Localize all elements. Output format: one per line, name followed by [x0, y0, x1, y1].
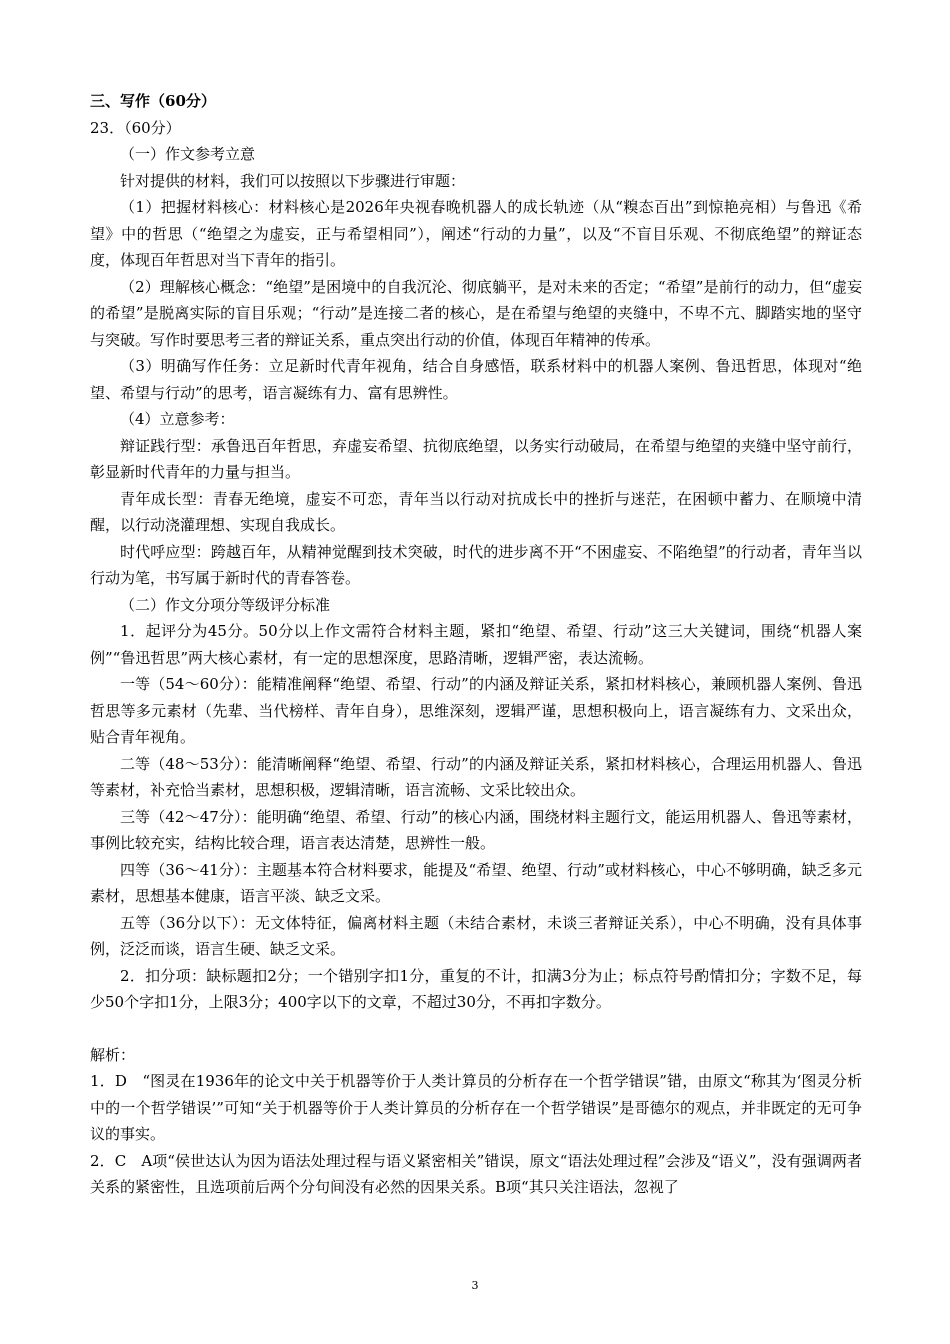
part1-intro: 针对提供的材料，我们可以按照以下步骤进行审题：: [120, 171, 466, 190]
idea2-paragraph: 青年成长型：青春无绝境，虚妄不可恋，青年当以行动对抗成长中的挫折与迷茫，在困顿中蓄力、在顺境中清醒，以行动浇灌理想、实现自我成长。: [90, 489, 862, 534]
rule2-paragraph: 2．扣分项：缺标题扣2分；一个错别字扣1分，重复的不计，扣满3分为止；标点符号酌情扣分；字数不足，每少50个字扣1分，上限3分；400字以下的文章，不超过30分，不再扣字数分。: [90, 966, 862, 1011]
part2-heading: （二）作文分项分等级评分标准: [120, 595, 331, 614]
section-title: 三、写作（60分）: [90, 92, 216, 110]
grade3-paragraph: 三等（42～47分）：能明确“绝望、希望、行动”的核心内涵，围绕材料主题行文，能运用机器人、鲁迅等素材，事例比较充实，结构比较合理，语言表达清楚，思辨性一般。: [90, 807, 862, 852]
spacer: [90, 1016, 862, 1042]
grade2-paragraph: 二等（48～53分）：能清晰阐释“绝望、希望、行动”的内涵及辩证关系，紧扣材料核心，合理运用机器人、鲁迅等素材，补充恰当素材，思想积极，逻辑清晰，语言流畅、文采比较出众。: [90, 754, 862, 799]
page-number: 3: [471, 1279, 479, 1292]
grade1-paragraph: 一等（54～60分）：能精准阐释“绝望、希望、行动”的内涵及辩证关系，紧扣材料核心，兼顾机器人案例、鲁迅哲思等多元素材（先辈、当代榜样、青年自身），思维深刻，逻辑严谨，思想积极向上，语言凝练有力、文采出众，贴合青年视角。: [90, 675, 862, 746]
idea1-paragraph: 辩证践行型：承鲁迅百年哲思，弃虚妄希望、抗彻底绝望，以务实行动破局，在希望与绝望的夹缝中坚守前行，彰显新时代青年的力量与担当。: [90, 436, 862, 481]
step1-paragraph: （1）把握材料核心：材料核心是2026年央视春晚机器人的成长轨迹（从“糗态百出”到惊艳亮相）与鲁迅《希望》中的哲思（“绝望之为虚妄，正与希望相同”），阐述“行动的力量”，以及“不盲目乐观、不彻底绝望”的辩证态度，体现百年哲思对当下青年的指引。: [90, 198, 862, 269]
part1-heading: （一）作文参考立意: [120, 145, 256, 163]
question-label: 23．（60分）: [90, 118, 181, 137]
analysis-item-1: 1．D “图灵在1936年的论文中关于机器等价于人类计算员的分析存在一个哲学错误”错，由原文“称其为‘图灵分析中的一个哲学错误’”可知“关于机器等价于人类计算员的分析存在一个哲学错误”是哥德尔的观点，并非既定的无可争议的事实。: [90, 1072, 862, 1143]
analysis-heading: 解析：: [90, 1045, 136, 1064]
document-page: [90, 88, 862, 1201]
step3-paragraph: （3）明确写作任务：立足新时代青年视角，结合自身感悟，联系材料中的机器人案例、鲁迅哲思，体现对“绝望、希望与行动”的思考，语言凝练有力、富有思辨性。: [90, 357, 862, 402]
grade5-paragraph: 五等（36分以下）：无文体特征，偏离材料主题（未结合素材，未谈三者辩证关系），中心不明确，没有具体事例，泛泛而谈，语言生硬、缺乏文采。: [90, 913, 862, 958]
step4-title: （4）立意参考：: [120, 410, 235, 428]
analysis-item-2: 2．C A项“侯世达认为因为语法处理过程与语义紧密相关”错误，原文“语法处理过程”会涉及“语义”，没有强调两者关系的紧密性，且选项前后两个分句间没有必然的因果关系。B项“其只关注语法，忽视了: [90, 1151, 862, 1196]
rule1-paragraph: 1．起评分为45分。50分以上作文需符合材料主题，紧扣“绝望、希望、行动”这三大关键词，围绕“机器人案例”“鲁迅哲思”两大核心素材，有一定的思想深度，思路清晰，逻辑严密，表达流畅。: [90, 622, 862, 667]
idea3-paragraph: 时代呼应型：跨越百年，从精神觉醒到技术突破，时代的进步离不开“不困虚妄、不陷绝望”的行动者，青年当以行动为笔，书写属于新时代的青春答卷。: [90, 542, 862, 587]
grade4-paragraph: 四等（36～41分）：主题基本符合材料要求，能提及“希望、绝望、行动”或材料核心，中心不够明确，缺乏多元素材，思想基本健康，语言平淡、缺乏文采。: [90, 860, 862, 905]
step2-paragraph: （2）理解核心概念：“绝望”是困境中的自我沉沦、彻底躺平，是对未来的否定；“希望”是前行的动力，但“虚妄的希望”是脱离实际的盲目乐观；“行动”是连接二者的核心，是在希望与绝望的夹缝中，不卑不亢、脚踏实地的坚守与突破。写作时要思考三者的辩证关系，重点突出行动的价值，体现百年精神的传承。: [90, 277, 863, 349]
